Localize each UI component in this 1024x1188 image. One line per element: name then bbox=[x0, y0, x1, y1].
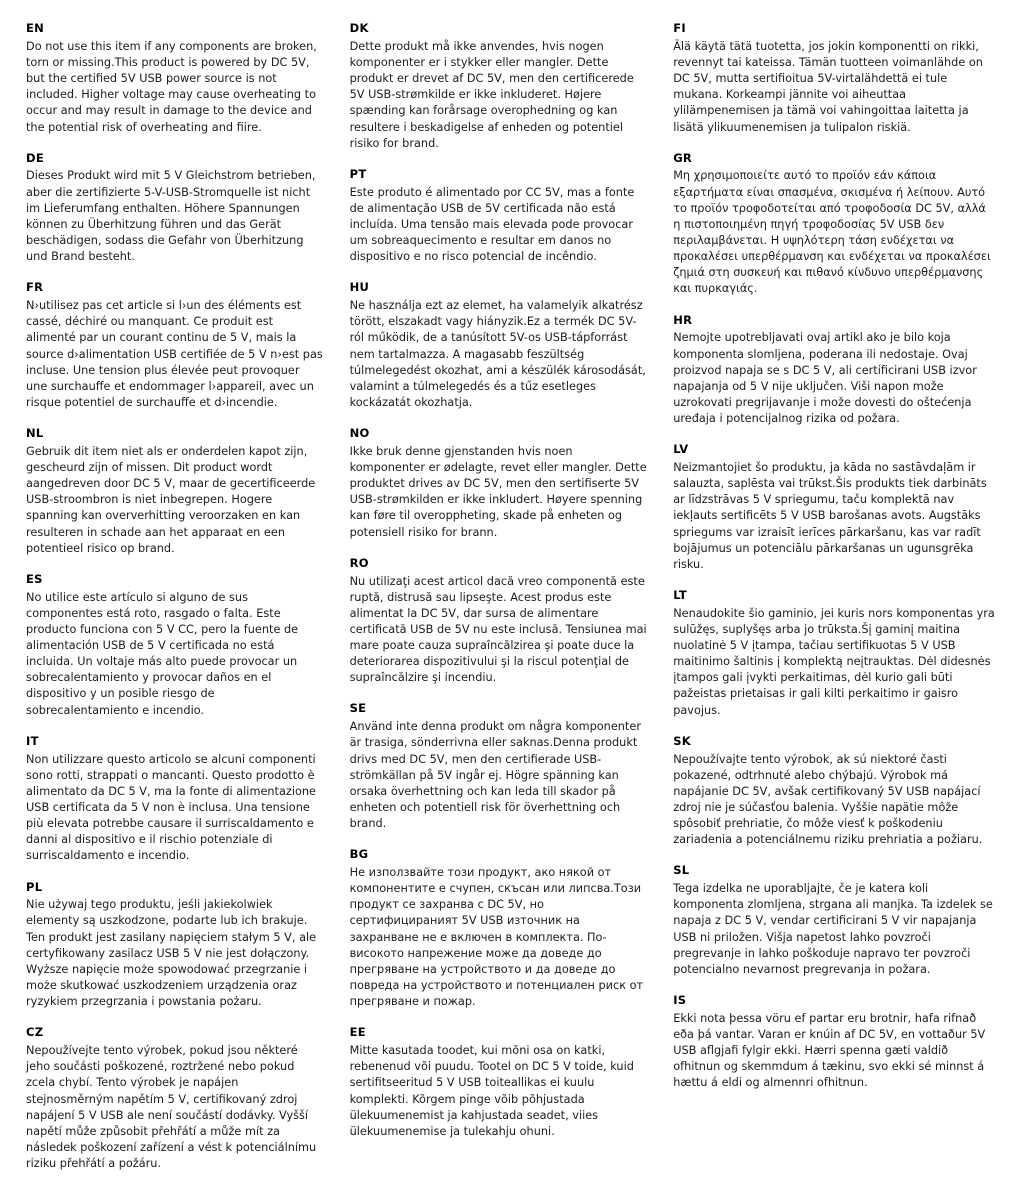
language-entry-hr bbox=[673, 314, 996, 428]
language-warning-text: Nepoužívejte tento výrobek, pokud jsou některé jeho součásti poškozené, roztržené nebo pokud zcela chybí. Tento výrobek je napájen stejnosměrným napětím 5 V, certifikovaný zdroj napájení 5 V USB ale není součástí dodávky. Vyšší napětí může způsobit přehřátí a může mít za následek poškození zařízení a vést k potenciálnímu riziku přehřátí a požáru. bbox=[26, 1044, 317, 1171]
language-warning-text: N›utilisez pas cet article si l›un des éléments est cassé, déchiré ou manquant. Ce produit est alimenté par un courant continu de 5 V, mais la source d›alimentation USB certifiée de 5 V n›est pas incluse. Une tension plus élevée peut provoquer une surchauffe et endommager l›appareil, avec un risque potentiel de surchauffe et d›incendie. bbox=[26, 299, 323, 409]
language-entry-fi bbox=[673, 22, 996, 136]
language-code: HR bbox=[673, 312, 693, 327]
language-warning-text: Не използвайте този продукт, ако някой от компонентите е счупен, скъсан или липсва.Този продукт се захранва с DC 5V, но сертифицираният 5V USB източник на захранване не е включен в комплекта. По-високото напрежение може да доведе до прегряване на устройството и да доведе до повреда на устройството и потенциален риск от прегряване и пожар. bbox=[349, 866, 644, 1009]
language-entry-is bbox=[673, 994, 996, 1092]
language-entry-en bbox=[26, 22, 324, 136]
language-entry-hu bbox=[350, 281, 648, 411]
language-warning-text: Älä käytä tätä tuotetta, jos jokin komponentti on rikki, revennyt tai kateissa. Tämän tuotteen voimanlähde on DC 5V, mutta sertifioitua 5V-virtalähdettä ei tule mukana. Korkeampi jännite voi aiheuttaa ylilämpenemisen ja tämä voi vahingoittaa laitetta ja lisätä ylikuumenemisen ja tulipalon riskiä. bbox=[673, 39, 983, 134]
language-code: SL bbox=[673, 863, 690, 878]
language-code: DE bbox=[26, 150, 45, 165]
language-entry-fr bbox=[26, 281, 324, 411]
language-code: SK bbox=[673, 733, 691, 748]
language-entry-cz bbox=[26, 1026, 324, 1172]
language-warning-text: Använd inte denna produkt om några komponenter är trasiga, sönderrivna eller saknas.Denna produkt drivs med DC 5V, men den certifierade USB-strömkällan på 5V ingår ej. Högre spänning kan orsaka överhettning och kan leda till skador på enheten och potentiell risk för överhettning och brand. bbox=[349, 720, 641, 831]
language-entry-pt bbox=[350, 168, 648, 266]
language-entry-ee bbox=[350, 1026, 648, 1140]
language-warning-text: Gebruik dit item niet als er onderdelen kapot zijn, gescheurd zijn of missen. Dit product wordt aangedreven door DC 5 V, maar de gecertificeerde USB-stroombron is niet inbegrepen. Hogere spanning kan oververhitting veroorzaken en kan resulteren in schade aan het apparaat en een potentieel risico op brand. bbox=[26, 444, 316, 555]
language-code: DK bbox=[349, 21, 369, 35]
language-warning-text: Dieses Produkt wird mit 5 V Gleichstrom betrieben, aber die zertifizierte 5-V-USB-Stromquelle ist nicht im Lieferumfang enthalten. Höhere Spannungen können zu Überhitzung führen und das Gerät beschädigen, sodass die Gefahr von Überhitzung und Brand besteht. bbox=[26, 169, 316, 264]
language-entry-lv bbox=[673, 443, 996, 573]
language-code: LT bbox=[673, 587, 688, 602]
language-column-3 bbox=[673, 22, 996, 1108]
language-code: HU bbox=[349, 280, 370, 295]
language-code: EN bbox=[26, 21, 45, 35]
language-warning-text: Μη χρησιμοποιείτε αυτό το προϊόν εάν κάποια εξαρτήματα είναι σπασμένα, σκισμένα ή λείπουν. Αυτό το προϊόν τροφοδοτείται από τροφοδοσία DC 5V, αλλά η πιστοποιημένη πηγή τροφοδοσίας 5V USB δεν περιλαμβάνεται. Η υψηλότερη τάση ενδέχεται να προκαλέσει υπερθέρμανση και ενδέχεται να προκαλέσει ζημιά στη συσκευή και πιθανό κίνδυνο υπερθέρμανσης και πυρκαγιάς. bbox=[673, 169, 991, 296]
language-column-1 bbox=[26, 22, 350, 1188]
language-entry-gr bbox=[673, 152, 996, 298]
language-code: BG bbox=[349, 847, 369, 862]
language-code: IS bbox=[673, 993, 687, 1008]
language-entry-dk bbox=[350, 22, 648, 152]
language-warning-text: Nie używaj tego produktu, jeśli jakiekolwiek elementy są uszkodzone, podarte lub ich brakuje. Ten produkt jest zasilany napięciem stałym 5 V, ale certyfikowany zasilacz USB 5 V nie jest dołączony. Wyższe napięcie może spowodować przegrzanie i może skutkować uszkodzeniem urządzenia oraz ryzykiem przegrzania i powstania pożaru. bbox=[26, 898, 317, 1009]
language-entry-sk bbox=[673, 735, 996, 849]
language-code: PL bbox=[26, 879, 43, 894]
language-entry-it bbox=[26, 735, 324, 865]
language-entry-bg bbox=[350, 848, 648, 1010]
language-code: NL bbox=[26, 426, 44, 441]
language-entry-nl bbox=[26, 427, 324, 557]
language-entry-lt bbox=[673, 589, 996, 719]
language-warning-text: Tega izdelka ne uporabljajte, če je katera koli komponenta zlomljena, strgana ali manjka. Ta izdelek se napaja z DC 5 V, vendar certificirani 5 V vir napajanja USB ni priložen. Višja napetost lahko povzroči pregrevanje in lahko poškoduje napravo ter povzroči potencialno nevarnost pregrevanja in požara. bbox=[673, 882, 993, 976]
language-warning-text: Nenaudokite šio gaminio, jei kuris nors komponentas yra sulūžęs, suplyšęs arba jo trūksta.Šį gaminį maitina nuolatinė 5 V įtampa, tačiau sertifikuotas 5 V USB maitinimo šaltinis į komplektą neįtrauktas. Dėl didesnės įtampos gali įvykti perkaitimas, dėl kurio gali būti pažeistas prietaisas ir gali kilti perkaitimo ir gaisro pavojus. bbox=[673, 606, 995, 717]
language-warning-text: Nemojte upotrebljavati ovaj artikl ako je bilo koja komponenta slomljena, poderana ili nedostaje. Ovaj proizvod napaja se s DC 5 V, ali certificirani USB izvor napajanja od 5 V nije uključen. Viši napon može uzrokovati pregrijavanje i može dovesti do oštećenja uređaja i potencijalnog rizika od požara. bbox=[673, 331, 977, 426]
language-entry-pl bbox=[26, 881, 324, 1011]
language-code: EE bbox=[349, 1025, 366, 1040]
language-warning-text: Ekki nota þessa vöru ef partar eru brotnir, hafa rifnað eða þá vantar. Varan er knúin af DC 5V, en vottaður 5V USB aflgjafi fylgir ekki. Hærri spenna gæti valdið ofhitnun og skemmdum á tækinu, svo ekki sé minnst á hættu á eldi og almennri ofhitnun. bbox=[673, 1011, 986, 1090]
language-code: NO bbox=[349, 426, 370, 441]
language-warning-text: Dette produkt må ikke anvendes, hvis nogen komponenter er i stykker eller mangler. Dette produkt er drevet af DC 5V, men den certificerede 5V USB-strømkilde er ikke inkluderet. Højere spænding kan forårsage overophedning og kan resultere i beskadigelse af enheden og potentiel risiko for brand. bbox=[349, 39, 634, 150]
language-column-2 bbox=[350, 22, 674, 1156]
language-code: IT bbox=[26, 733, 39, 748]
language-warning-text: Nepoužívajte tento výrobok, ak sú niektoré časti pokazené, odtrhnuté alebo chýbajú. Výrobok má napájanie DC 5V, avšak certifikovaný 5V USB napájací zdroj nie je súčasťou balenia. Vyššie napätie môže spôsobiť prehriatie, čo môže viesť k poškodeniu zariadenia a potenciálnemu riziku prehriatia a požiaru. bbox=[673, 752, 983, 847]
language-warning-text: Nu utilizaţi acest articol dacă vreo componentă este ruptă, distrusă sau lipseşte. Acest produs este alimentat la DC 5V, dar sursa de alimentare certificată USB de 5V nu este inclusă. Tensiunea mai mare poate cauza supraîncălzirea şi poate duce la deteriorarea dispozitivului şi la riscul potenţial de supraîncălzire şi incendiu. bbox=[349, 574, 647, 685]
language-entry-ro bbox=[350, 557, 648, 687]
language-code: SE bbox=[349, 701, 367, 716]
language-entry-es bbox=[26, 573, 324, 719]
language-entry-no bbox=[350, 427, 648, 541]
language-warning-text: No utilice este artículo si alguno de sus componentes está roto, rasgado o falta. Este producto funciona con 5 V CC, pero la fuente de alimentación USB de 5 V certificada no está incluida. Un voltaje más alto puede provocar un sobrecalentamiento y provocar daños en el dispositivo y un posible riesgo de sobrecalentamiento e incendio. bbox=[26, 590, 299, 717]
language-warning-text: Ikke bruk denne gjenstanden hvis noen komponenter er ødelagte, revet eller mangler. Dette produktet drives av DC 5V, men den sertifiserte 5V USB-strømkilden er ikke inkludert. Høyere spenning kan føre til overoppheting, skade på enheten og potensiell risiko for brann. bbox=[349, 444, 647, 539]
language-code: GR bbox=[673, 150, 693, 165]
language-code: FI bbox=[673, 21, 686, 35]
language-entry-se bbox=[350, 702, 648, 832]
language-warning-text: Mitte kasutada toodet, kui mõni osa on katki, rebenenud või puudu. Tootel on DC 5 V toide, kuid sertifitseeritud 5 V USB toiteallikas ei kuulu komplekti. Kõrgem pinge võib põhjustada ülekuumenemist ja kahjustada seadet, viies ülekuumenemise ja tulekahju ohuni. bbox=[349, 1044, 634, 1138]
language-code: FR bbox=[26, 280, 44, 295]
language-code: LV bbox=[673, 442, 689, 457]
language-code: CZ bbox=[26, 1025, 44, 1040]
language-entry-de bbox=[26, 152, 324, 266]
language-warning-text: Non utilizzare questo articolo se alcuni componenti sono rotti, strappati o mancanti. Questo prodotto è alimentato da DC 5 V, ma la fonte di alimentazione USB certificata da 5 V non è inclusa. Una tensione più elevata potrebbe causare il surriscaldamento e danni al dispositivo e il rischio potenziale di surriscaldamento e incendio. bbox=[26, 752, 316, 863]
language-code: RO bbox=[349, 555, 369, 570]
language-warning-text: Ne használja ezt az elemet, ha valamelyik alkatrész törött, elszakadt vagy hiányzik.Ez a termék DC 5V-ról működik, de a tanúsított 5V-os USB-tápforrást nem tartalmazza. A magasabb feszültség túlmelegedést okozhat, ami a készülék károsodását, valamint a túlmelegedés és a tűz esetleges kockázatát okozhatja. bbox=[349, 299, 646, 409]
language-code: PT bbox=[349, 166, 367, 181]
language-warning-text: Do not use this item if any components are broken, torn or missing.This product is powered by DC 5V, but the certified 5V USB power source is not included. Higher voltage may cause overheating to occur and may result in damage to the device and the potential risk of overheating and fiire. bbox=[26, 39, 317, 134]
language-warning-text: Neizmantojiet šo produktu, ja kāda no sastāvdaļām ir salauzta, saplēsta vai trūkst.Šis produkts tiek darbināts ar līdzstrāvas 5 V spriegumu, taču komplektā nav iekļauts sertificēts 5 V USB barošanas avots. Augstāks spriegums var izraisīt ierīces pārkaršanu, kas var radīt bojājumus un potenciālu pārkaršanas un ugunsgrēka risku. bbox=[673, 461, 987, 571]
language-warning-text: Este produto é alimentado por CC 5V, mas a fonte de alimentação USB de 5V certificada não está incluída. Uma tensão mais elevada pode provocar um sobreaquecimento e resultar em danos no dispositivo e no risco potencial de incêndio. bbox=[349, 185, 635, 264]
language-entry-sl bbox=[673, 864, 996, 978]
language-code: ES bbox=[26, 571, 43, 586]
